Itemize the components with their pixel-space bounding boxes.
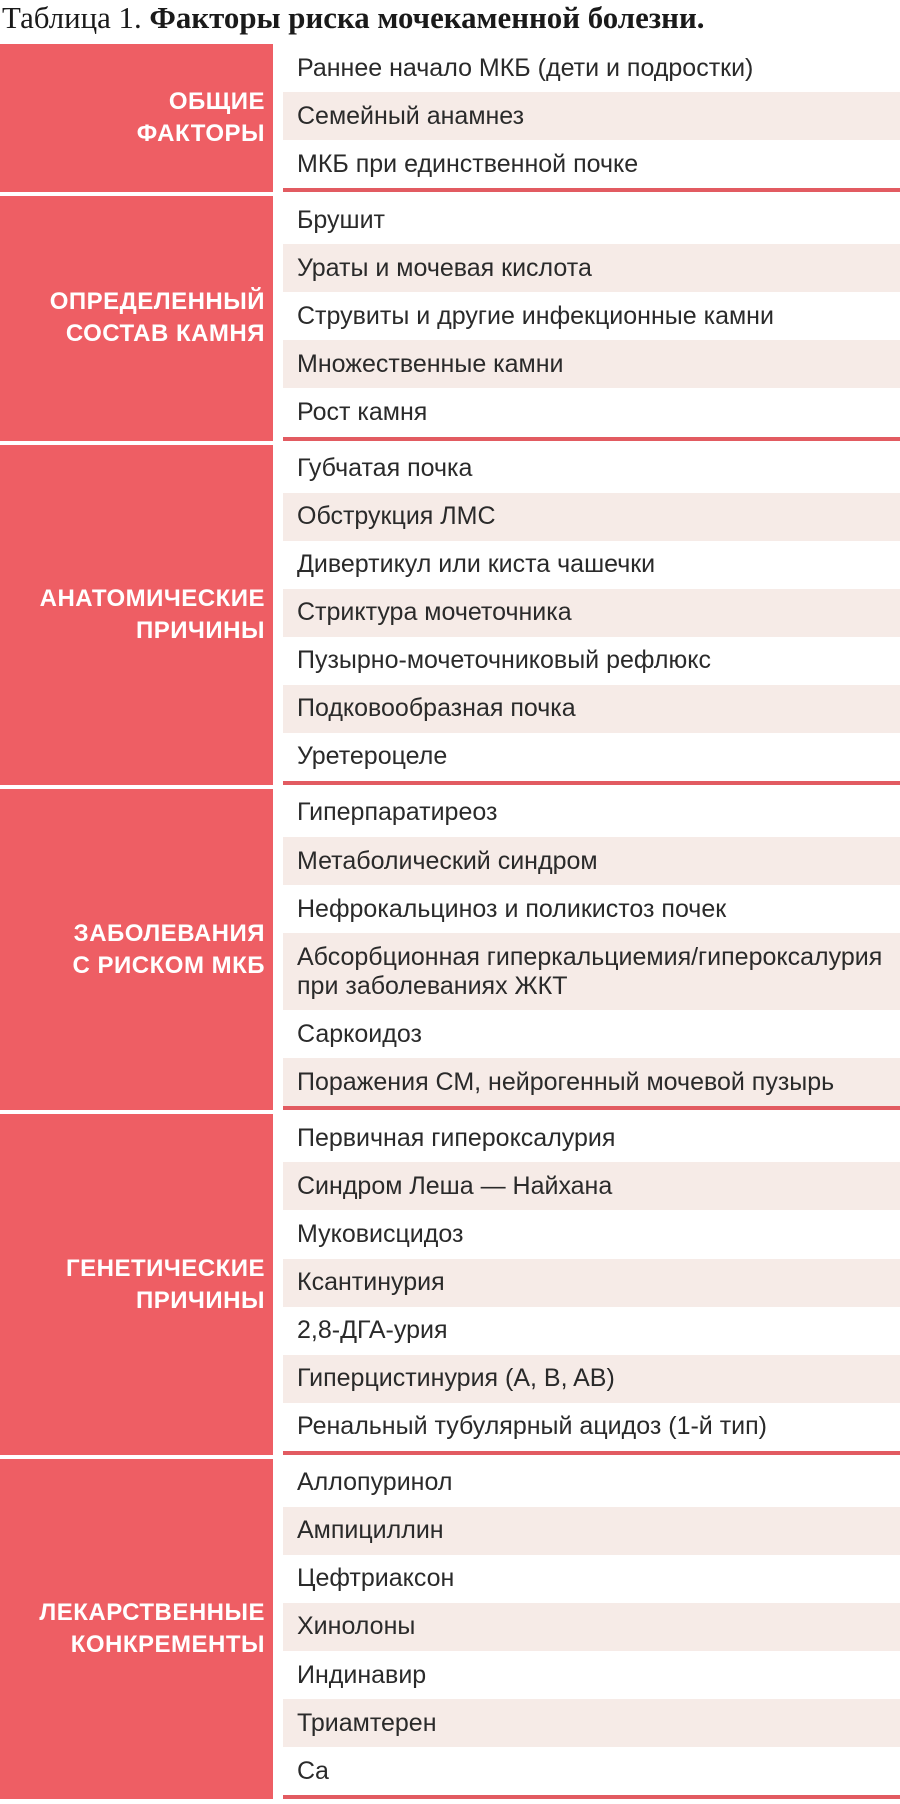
factor-item: Муковисцидоз [283, 1210, 900, 1258]
risk-group [0, 789, 900, 1114]
factor-list [283, 1459, 900, 1799]
column-gap [273, 1114, 283, 1454]
risk-group [0, 1114, 900, 1458]
category-cell [0, 1459, 273, 1799]
factor-item: 2,8-ДГА-урия [283, 1307, 900, 1355]
category-label: АНАТОМИЧЕСКИЕ ПРИЧИНЫ [39, 584, 265, 644]
factor-item: Цефтриаксон [283, 1555, 900, 1603]
factor-item: Пузырно-мочеточниковый рефлюкс [283, 637, 900, 685]
category-cell [0, 44, 273, 192]
category-cell [0, 1114, 273, 1454]
risk-group [0, 44, 900, 196]
factor-item: Нефрокальциноз и поликистоз почек [283, 885, 900, 933]
category-label: ЗАБОЛЕВАНИЯ С РИСКОМ МКБ [72, 919, 265, 979]
factor-item: Саркоидоз [283, 1010, 900, 1058]
table-title-prefix: Таблица 1. [1, 0, 142, 35]
column-gap [273, 789, 283, 1110]
factor-item: Поражения СМ, нейрогенный мочевой пузырь [283, 1058, 900, 1106]
category-cell [0, 196, 273, 440]
category-label: ОБЩИЕ ФАКТОРЫ [136, 88, 265, 148]
factor-item: Семейный анамнез [283, 92, 900, 140]
factor-item: Обструкция ЛМС [283, 493, 900, 541]
category-cell [0, 789, 273, 1110]
category-label: ГЕНЕТИЧЕСКИЕ ПРИЧИНЫ [66, 1254, 265, 1314]
factor-item: Подковообразная почка [283, 685, 900, 733]
factor-item: Ксантинурия [283, 1259, 900, 1307]
factor-list [283, 445, 900, 785]
factor-item: Метаболический синдром [283, 837, 900, 885]
factor-item: МКБ при единственной почке [283, 140, 900, 188]
category-label: ОПРЕДЕЛЕННЫЙ СОСТАВ КАМНЯ [49, 288, 265, 348]
factor-item: Ca [283, 1747, 900, 1795]
risk-group [0, 445, 900, 789]
factor-item: Ампициллин [283, 1507, 900, 1555]
factor-item: Множественные камни [283, 340, 900, 388]
factor-item: Струвиты и другие инфекционные камни [283, 292, 900, 340]
category-cell [0, 445, 273, 785]
factor-item: Дивертикул или киста чашечки [283, 541, 900, 589]
risk-group [0, 1459, 900, 1803]
factor-item: Стриктура мочеточника [283, 589, 900, 637]
factor-list [283, 1114, 900, 1454]
factor-list [283, 196, 900, 440]
factor-item: Гиперцистинурия (A, B, AB) [283, 1355, 900, 1403]
table-title-text: Факторы риска мочекаменной болезни. [149, 0, 705, 35]
column-gap [273, 196, 283, 440]
factor-item: Гиперпаратиреоз [283, 789, 900, 837]
factor-item: Рост камня [283, 388, 900, 436]
column-gap [273, 445, 283, 785]
factor-list [283, 44, 900, 192]
factor-list [283, 789, 900, 1110]
factor-item: Ренальный тубулярный ацидоз (1-й тип) [283, 1403, 900, 1451]
factor-item: Абсорбционная гиперкальциемия/гипероксалурия при заболеваниях ЖКТ [283, 933, 900, 1010]
factor-item: Губчатая почка [283, 445, 900, 493]
factor-item: Синдром Леша — Найхана [283, 1162, 900, 1210]
factor-item: Ураты и мочевая кислота [283, 244, 900, 292]
factor-item: Триамтерен [283, 1699, 900, 1747]
factor-item: Индинавир [283, 1651, 900, 1699]
factor-item: Брушит [283, 196, 900, 244]
factor-item: Уретероцеле [283, 733, 900, 781]
factor-item: Раннее начало МКБ (дети и подростки) [283, 44, 900, 92]
column-gap [273, 1459, 283, 1799]
category-label: ЛЕКАРСТВЕННЫЕ КОНКРЕМЕНТЫ [39, 1598, 265, 1658]
factor-item: Первичная гипероксалурия [283, 1114, 900, 1162]
factor-item: Аллопуринол [283, 1459, 900, 1507]
table-title [0, 0, 896, 44]
risk-group [0, 196, 900, 444]
factor-item: Хинолоны [283, 1603, 900, 1651]
risk-factors-table [0, 44, 900, 1803]
column-gap [273, 44, 283, 192]
